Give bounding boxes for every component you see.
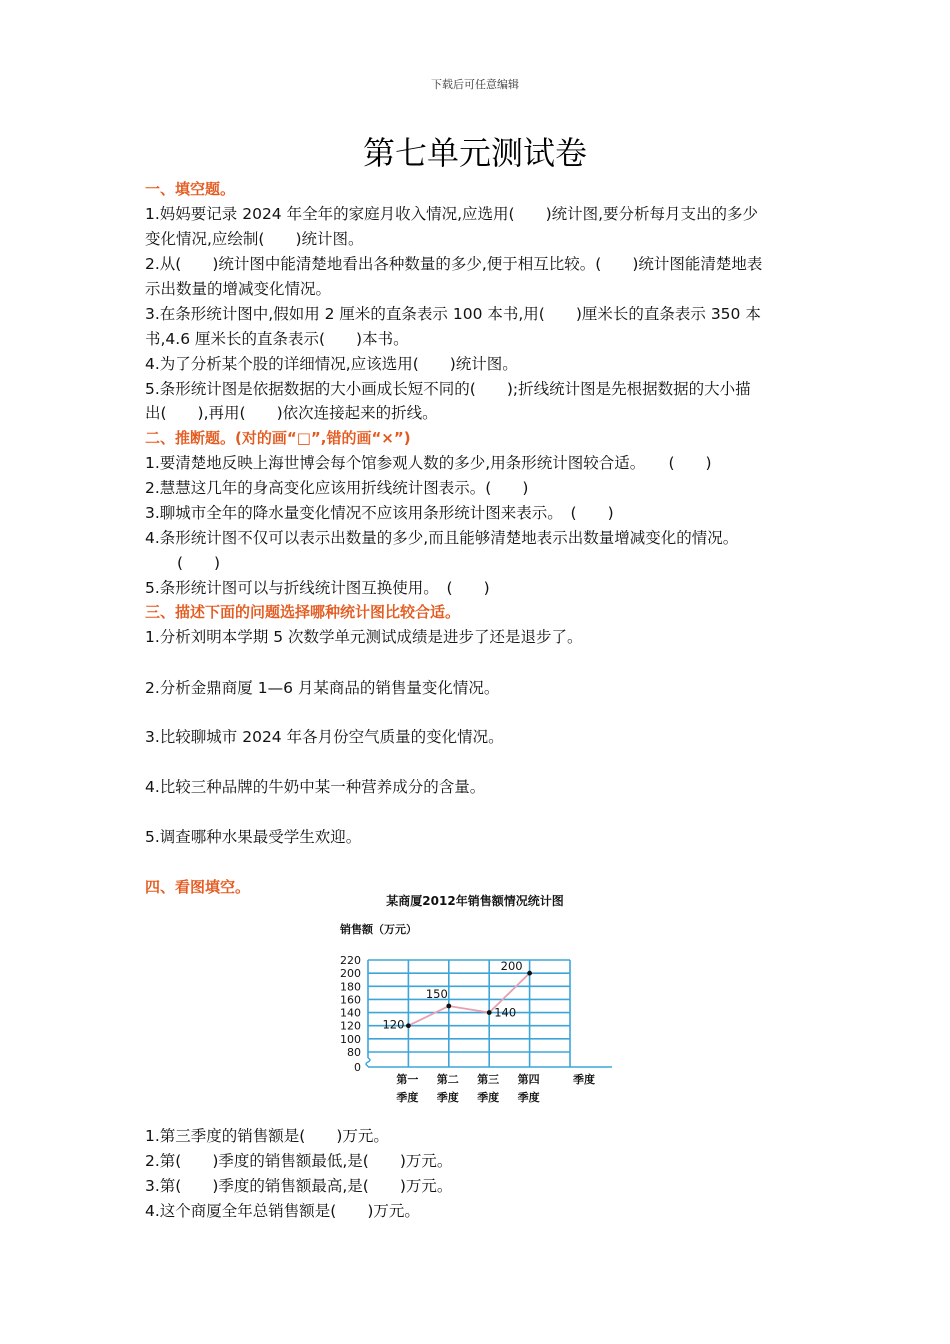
q1-4-line: 4.为了分析某个股的详细情况,应该选用( )统计图。 [145,355,518,373]
data-label: 200 [500,959,523,974]
q3-2-line: 2.分析金鼎商厦 1—6 月某商品的销售量变化情况。 [145,679,500,697]
page-title: 第七单元测试卷 [362,134,587,172]
q1-5-line-b: 出( ),再用( )依次连接起来的折线。 [145,404,438,422]
q2-1-line: 1.要清楚地反映上海世博会每个馆参观人数的多少,用条形统计图较合适。 ( ) [145,454,712,472]
data-point [487,1010,492,1015]
y-tick-label: 80 [347,1046,361,1059]
data-point [527,971,532,976]
y-tick-label: 0 [354,1061,361,1074]
data-point [446,1004,451,1009]
q2-5-line: 5.条形统计图可以与折线统计图互换使用。 ( ) [145,579,490,597]
y-tick-label: 180 [340,980,361,994]
y-axis-label: 销售额（万元） [340,923,417,936]
q1-2-line-a: 2.从( )统计图中能清楚地看出各种数量的多少,便于相互比较。( )统计图能清楚地表 [145,255,763,273]
y-tick-label: 120 [340,1019,361,1033]
x-axis-label: 季度 [573,1073,595,1086]
q2-4-line-b: ( ) [177,554,221,572]
q4-4-line: 4.这个商厦全年总销售额是( )万元。 [145,1202,420,1220]
q2-3-line: 3.聊城市全年的降水量变化情况不应该用条形统计图来表示。 ( ) [145,504,614,522]
q2-4-line-a: 4.条形统计图不仅可以表示出数量的多少,而且能够清楚地表示出数量增减变化的情况。 [145,529,739,547]
data-label: 150 [425,987,448,1001]
data-label: 140 [494,1005,517,1020]
q4-1-line: 1.第三季度的销售额是( )万元。 [145,1127,389,1145]
q3-3-line: 3.比较聊城市 2024 年各月份空气质量的变化情况。 [145,728,504,746]
x-tick-label: 季度 [436,1091,459,1104]
x-tick-label: 季度 [477,1091,500,1104]
x-tick-label: 季度 [396,1091,419,1104]
chart-title: 某商厦2012年销售额情况统计图 [386,894,564,908]
x-tick-label: 第一 [396,1073,419,1086]
data-label: 120 [382,1017,405,1032]
q1-1-line-a: 1.妈妈要记录 2024 年全年的家庭月收入情况,应选用( )统计图,要分析每月支出的多少 [145,205,759,223]
q4-2-line: 2.第( )季度的销售额最低,是( )万元。 [145,1152,453,1170]
q1-5-line-a: 5.条形统计图是依据数据的大小画成长短不同的( );折线统计图是先根据数据的大小描 [145,380,751,398]
x-tick-label: 季度 [517,1091,540,1104]
axis-break-mark [366,1058,370,1066]
q4-3-line: 3.第( )季度的销售额最高,是( )万元。 [145,1177,453,1195]
y-tick-label: 220 [340,954,361,967]
section-2-heading: 二、推断题。(对的画“□”,错的画“×”) [145,429,411,447]
data-point [406,1023,411,1028]
y-tick-label: 100 [340,1032,361,1046]
x-tick-label: 第二 [436,1073,459,1086]
q1-1-line-b: 变化情况,应绘制( )统计图。 [145,230,364,248]
section-4-heading: 四、看图填空。 [145,878,251,896]
section-1-heading: 一、填空题。 [145,180,236,198]
y-tick-label: 140 [340,1006,361,1020]
q3-1-line: 1.分析刘明本学期 5 次数学单元测试成绩是进步了还是退步了。 [145,628,583,646]
q1-3-line-b: 书,4.6 厘米长的直条表示( )本书。 [145,330,409,348]
page-header: 下载后可任意编辑 [431,78,519,91]
x-tick-label: 第四 [517,1073,540,1086]
q1-3-line-a: 3.在条形统计图中,假如用 2 厘米的直条表示 100 本书,用( )厘米长的直条表示 350 本 [145,305,761,323]
q3-4-line: 4.比较三种品牌的牛奶中某一种营养成分的含量。 [145,778,486,796]
section-3-heading: 三、描述下面的问题选择哪种统计图比较合适。 [145,603,461,621]
q3-5-line: 5.调查哪种水果最受学生欢迎。 [145,828,362,846]
y-tick-label: 200 [340,967,361,981]
y-tick-label: 160 [340,993,361,1007]
q1-2-line-b: 示出数量的增减变化情况。 [145,280,332,298]
q2-2-line: 2.慧慧这几年的身高变化应该用折线统计图表示。( ) [145,479,529,497]
sales-line-chart [330,890,620,1110]
x-tick-label: 第三 [477,1073,500,1086]
